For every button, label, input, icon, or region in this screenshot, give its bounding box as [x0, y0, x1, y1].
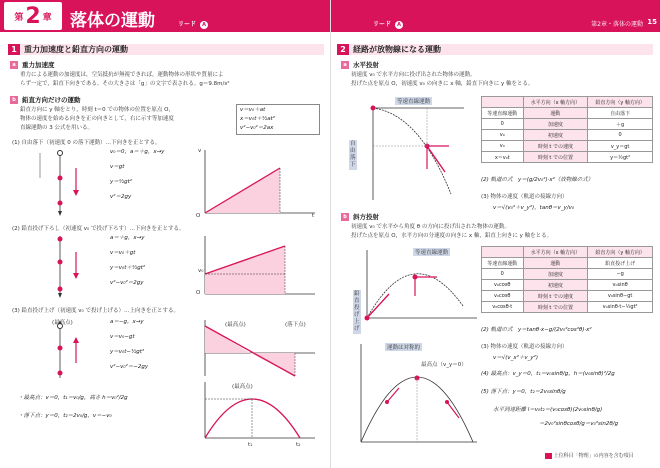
lead-text: リード: [178, 21, 197, 28]
table-row: [482, 280, 653, 291]
oblique-trajectory-eq: (2) 軌道の式 y＝tanθ·x−g/(2v₀²cos²θ)·x²: [481, 327, 592, 333]
table-cell: 初速度: [523, 280, 588, 291]
formula: v²−v₀²＝2ax: [240, 125, 274, 131]
graph-t1-label: t₁: [248, 442, 253, 448]
table-row: [482, 258, 653, 269]
table-cell: 鉛直投げ上げ: [588, 258, 653, 269]
table-row: [482, 269, 653, 280]
graph-v0: v₀: [198, 268, 204, 274]
case-2-eq-3: v²−v₀²＝2gy: [110, 280, 144, 286]
table-cell: v_y＝gt: [588, 141, 653, 152]
subsection-badge: b: [341, 213, 349, 221]
table-cell: v₀sinθ: [588, 280, 653, 291]
table-row: [482, 152, 653, 163]
running-head: 第2章・落体の運動: [591, 21, 643, 28]
case-2-conditions: a＝＋g，x→y: [110, 235, 145, 241]
table-cell: 加速度: [523, 119, 588, 130]
paragraph-line: 重力による運動の加速度は，空気抵抗が無視できれば，運動物体の形状や質量によ: [20, 72, 224, 78]
table-header: [482, 97, 524, 108]
section-number: 2: [337, 44, 349, 55]
table-cell: v₀sinθ·t−½gt²: [588, 302, 653, 313]
table-cell: 時刻 t での速度: [523, 141, 588, 152]
table-cell: 時刻 t での速度: [523, 291, 588, 302]
table-cell: 0: [588, 130, 653, 141]
oblique-velocity-eq: v＝√(v_x²＋v_y²): [493, 355, 538, 361]
case-1-eq-2: y＝½gt²: [110, 179, 132, 185]
horizontal-velocity-label: (3) 物体の速度（軌道の接線方向）: [481, 194, 568, 200]
section-1-header: [8, 44, 324, 55]
case-2-eq-1: v＝v₀＋gt: [110, 250, 136, 256]
case-2-label: (2) 鉛直投げ下ろし（初速度 v₀ で投げ下ろす）…下向きを正とする。: [12, 226, 185, 232]
table-cell: v₀cosθ·t: [482, 302, 524, 313]
symmetric-trajectory-diagram: [355, 340, 481, 450]
case-1-eq-3: v²＝2gy: [110, 194, 132, 200]
throw-down-vt-graph: [200, 234, 320, 300]
paragraph-line: 投げた点を原点 O，水平方向の分速度の向きに x 軸，鉛直上向きに y 軸をとる。: [351, 233, 553, 239]
left-header-band: [0, 0, 330, 32]
uniform-motion-label-2: 等速直線運動: [415, 250, 449, 256]
throw-up-diagram: [20, 318, 100, 380]
paragraph-line: 鉛直方向に y 軸をとり，時刻 t＝0 での物体の位置を原点 O，: [20, 107, 174, 113]
subsection-badge: a: [341, 61, 349, 69]
graph-v-axis: v: [198, 148, 202, 154]
table-cell: 運動: [523, 108, 588, 119]
oblique-fall-point: (5) 落下点：y＝0，t₂＝2v₀sinθ/g: [481, 389, 566, 395]
case-2-eq-2: y＝v₀t＋½gt²: [110, 265, 146, 271]
lead-a-icon: A: [200, 21, 208, 29]
case-1-label: (1) 自由落下（初速度 0 の落下運動）…下向きを正とする。: [12, 140, 161, 146]
horizontal-range-eq: 水平到達距離 l＝v₀t₂＝(v₀cosθ)(2v₀sinθ/g): [493, 407, 603, 413]
section-title: 経路が放物線になる運動: [353, 45, 441, 54]
paragraph-line: らず一定で，鉛直下向きである。その大きさは「g」の文字で表される。g＝9.8m/s²: [20, 81, 230, 87]
throw-up-yt-graph: [200, 380, 320, 442]
uniform-acceleration-formulas: [236, 104, 320, 135]
table-cell: 初速度: [523, 130, 588, 141]
table-cell: v₀: [482, 141, 524, 152]
table-cell: x＝v₀t: [482, 152, 524, 163]
graph-origin: O: [196, 290, 201, 296]
footnote-text: 上位科目「物理」の内容を含む項目: [553, 453, 634, 459]
horizontal-range-eq-2: ＝2v₀²sinθcosθ/g＝v₀²sin2θ/g: [539, 421, 619, 427]
horizontal-trajectory-eq: (2) 軌道の式 y＝(g/2v₀²)·x²（放物線の式）: [481, 177, 594, 183]
oblique-top-point: (4) 最高点：v_y＝0，t₁＝v₀sinθ/g，h＝(v₀sinθ)²/2g: [481, 371, 615, 377]
table-cell: 0: [482, 269, 524, 280]
horizontal-paragraph: [351, 71, 651, 89]
table-cell: v₀cosθ: [482, 291, 524, 302]
lead-a-icon: A: [395, 21, 403, 29]
paragraph-line: 直線運動の 3 公式を用いる。: [20, 125, 93, 131]
table-cell: 運動: [523, 258, 588, 269]
table-header: 鉛直方向（y 軸方向）: [588, 247, 653, 258]
horizontal-projection-diagram: [359, 94, 469, 204]
table-cell: 自由落下: [588, 108, 653, 119]
table-header: 水平方向（x 軸方向）: [523, 97, 588, 108]
table-cell: v₀: [482, 130, 524, 141]
section-2-header: [337, 44, 653, 55]
table-cell: 時刻 t での位置: [523, 152, 588, 163]
subsection-b-header: [341, 212, 379, 221]
section-number: 1: [8, 44, 20, 55]
throw-down-diagram: [20, 234, 100, 300]
lead-label-right: [373, 19, 403, 29]
horizontal-projection-table: [481, 96, 653, 163]
table-cell: v₀cosθ: [482, 280, 524, 291]
table-cell: 加速度: [523, 269, 588, 280]
subsection-title: 水平投射: [353, 61, 379, 69]
oblique-velocity-label: (3) 物体の速度（軌道の接線方向）: [481, 344, 568, 350]
subsection-badge: b: [10, 96, 18, 104]
throw-up-label: 鉛直投げ上げ: [354, 291, 360, 332]
horizontal-velocity-eq: v＝√(v₀²＋v_y²)，tanθ＝v_y/v₀: [493, 205, 575, 211]
free-fall-diagram: [20, 148, 100, 218]
table-cell: 時刻 t での位置: [523, 302, 588, 313]
formula: x＝v₀t＋½at²: [240, 116, 275, 122]
free-fall-vt-graph: [200, 148, 320, 218]
table-cell: 等速直線運動: [482, 258, 524, 269]
table-row: [482, 130, 653, 141]
section-title: 重力加速度と鉛直方向の運動: [24, 45, 128, 54]
paragraph-line: 初速度 v₀ で水平から角度 θ の方向に投げ出された物体の運動。: [351, 224, 510, 230]
lead-label-left: [178, 19, 208, 29]
table-cell: 等速直線運動: [482, 108, 524, 119]
table-row: [482, 291, 653, 302]
right-header-band: [331, 0, 660, 32]
oblique-projection-diagram: [353, 246, 481, 326]
case-1-conditions: v₀＝0，a＝＋g，x→y: [110, 149, 165, 155]
subsection-title: 重力加速度: [22, 61, 55, 69]
chapter-number: 2: [25, 3, 41, 29]
subsection-title: 鉛直方向だけの運動: [22, 96, 81, 104]
table-row: [482, 108, 653, 119]
paragraph-line: 初速度 v₀ で水平方向に投げ出された物体の運動。: [351, 72, 476, 78]
paragraph-line: 投げた点を原点 O，初速度 v₀ の向きに x 軸，鉛直下向きに y 軸をとる。: [351, 81, 534, 87]
graph-top-label: (最高点): [225, 322, 246, 328]
table-cell: 0: [482, 119, 524, 130]
subsection-b-header: [10, 95, 81, 104]
case-3-eq-1: v＝v₀−gt: [110, 334, 135, 340]
chapter-pre: 第: [14, 12, 24, 23]
table-row: [482, 141, 653, 152]
uniform-motion-label: 等速直線運動: [397, 99, 431, 105]
graph-t2-label: t₂: [296, 442, 301, 448]
table-row: [482, 302, 653, 313]
lead-text: リード: [373, 21, 392, 28]
formula: v＝v₀＋at: [240, 107, 266, 113]
vertical-paragraph: [20, 106, 240, 133]
footnote-marker-icon: [545, 453, 552, 459]
gravity-paragraph: [20, 71, 325, 89]
oblique-paragraph: [351, 223, 651, 241]
chapter-post: 章: [42, 12, 52, 23]
case-3-label: (3) 鉛直投げ上げ（初速度 v₀ で投げ上げる）…上向きを正とする。: [12, 308, 179, 314]
subsection-a-header: [341, 60, 379, 69]
subsection-title: 斜方投射: [353, 213, 379, 221]
table-header: 鉛直方向（y 軸方向）: [588, 97, 653, 108]
page-number: 15: [647, 18, 657, 26]
fall-point-formula: ・落下点：y＝0，t₂＝2v₀/g，v＝−v₀: [18, 413, 112, 419]
top-point-formula: ・最高点：v＝0，t₁＝v₀/g，高さ h＝v₀²/2g: [18, 395, 128, 401]
table-cell: ＋g: [588, 119, 653, 130]
top-point-label: (最高点): [52, 320, 73, 326]
chapter-title: 落体の運動: [70, 11, 155, 31]
table-cell: y＝½gt²: [588, 152, 653, 163]
table-row: [482, 119, 653, 130]
graph-fall-label: (落下点): [285, 322, 306, 328]
case-3-conditions: a＝−g，x→y: [110, 319, 144, 325]
oblique-projection-table: [481, 246, 653, 313]
table-header: [482, 247, 524, 258]
case-3-eq-3: v²−v₀²＝−2gy: [110, 364, 149, 370]
free-fall-label: 自由落下: [350, 141, 356, 168]
table-cell: v₀sinθ−gt: [588, 291, 653, 302]
symmetric-label: 運動は対称的: [387, 345, 421, 351]
right-page: [330, 0, 660, 468]
subsection-a-header: [10, 60, 55, 69]
subsection-badge: a: [10, 61, 18, 69]
case-3-eq-2: y＝v₀t−½gt²: [110, 349, 145, 355]
table-cell: −g: [588, 269, 653, 280]
graph-origin: O: [196, 213, 201, 219]
case-1-eq-1: v＝gt: [110, 164, 125, 170]
chapter-badge: [4, 2, 62, 30]
paragraph-line: 物体の速度を始める向きを正の向きとして，右に示す等加速度: [20, 116, 174, 122]
graph-t-axis: t: [312, 213, 315, 219]
footnote: [545, 452, 634, 459]
top-point-vy-label: 最高点（v_y＝0）: [421, 362, 467, 368]
table-header: 水平方向（x 軸方向）: [523, 247, 588, 258]
graph-top-label-2: (最高点): [232, 384, 253, 390]
